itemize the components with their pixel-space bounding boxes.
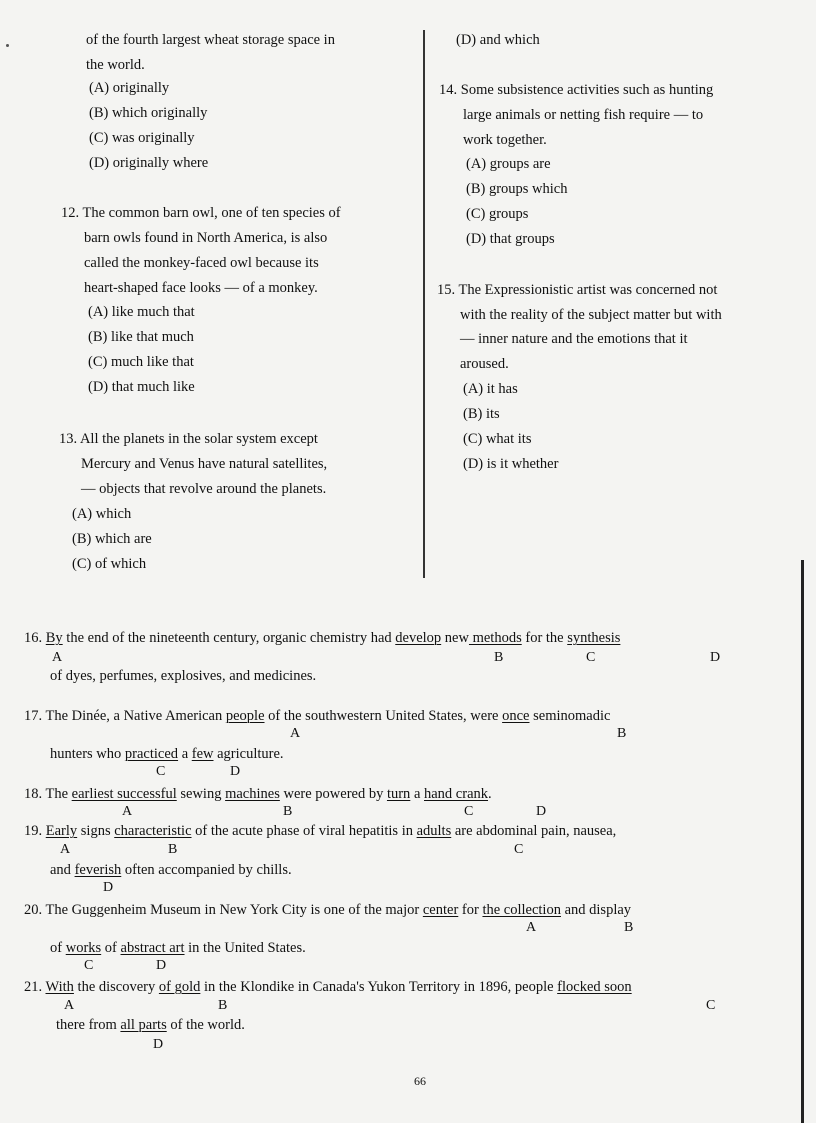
q19-text: signs [77,823,115,839]
q18-text: . [488,786,492,802]
column-divider [423,30,425,578]
q19-text: of the acute phase of viral hepatitis in [191,823,417,839]
q16-text: the end of the nineteenth century, organic chemistry had [62,630,396,646]
q18-label-a: A [122,804,133,819]
question-number: 21. [24,979,43,995]
q21-label-d: D [153,1037,164,1052]
q16-label-d: D [710,650,721,665]
q20-underline-d: abstract art [120,940,185,956]
q12-option-a: (A) like much that [88,304,195,320]
q15-option-d: (D) is it whether [463,456,559,472]
q18-underline-a: earliest successful [71,786,177,802]
q13-option-c: (C) of which [72,556,147,572]
q14-option-a: (A) groups are [466,156,551,172]
q21-text: in the Klondike in Canada's Yukon Territory in 1896, people [200,979,558,995]
q16-label-a: A [52,650,63,665]
q19-underline-d: feverish [74,862,122,878]
q21-label-b: B [218,998,228,1013]
q19-line-1 [24,822,616,840]
q18-text: were powered by [279,786,387,802]
q20-underline-b: the collection [482,902,561,918]
q21-underline-c: flocked soon [557,979,632,995]
q18-text: sewing [176,786,226,802]
q13-stem-line: — objects that revolve around the planets. [81,481,327,497]
q13-option-a: (A) which [72,506,132,522]
q11-option-b: (B) which originally [89,105,208,121]
q13-stem-line: 13. All the planets in the solar system except [59,431,318,447]
q19-text: are abdominal pain, nausea, [451,823,617,839]
q17-label-a: A [290,726,301,741]
q20-label-a: A [526,920,537,935]
q21-underline-b: of gold [158,979,201,995]
q12-option-b: (B) like that much [88,329,194,345]
q19-label-b: B [168,842,178,857]
q19-underline-b: characteristic [114,823,192,839]
q18-underline-d: hand crank [424,786,489,802]
q17-text: seminomadic [529,708,611,724]
q12-option-c: (C) much like that [88,354,194,370]
q17-underline-a: people [225,708,265,724]
q17-text: agriculture. [213,746,284,762]
page-number: 66 [414,1074,426,1088]
q14-option-d: (D) that groups [466,231,555,247]
q15-option-c: (C) what its [463,431,532,447]
q14-stem-line: large animals or netting fish require — to [463,107,704,123]
q18-text: The [42,786,72,802]
q21-line-2 [56,1016,245,1034]
q20-label-b: B [624,920,634,935]
q15-option-b: (B) its [463,406,500,422]
question-number: 16. [24,630,43,646]
q17-text: a [178,746,192,762]
q19-underline-a: Early [45,823,78,839]
q11-stem-line: of the fourth largest wheat storage space in [86,32,335,48]
q18-label-c: C [464,804,474,819]
q21-label-a: A [64,998,75,1013]
q19-label-a: A [60,842,71,857]
q15-stem-line: with the reality of the subject matter but with [460,307,722,323]
q13-option-b: (B) which are [72,531,152,547]
q20-label-c: C [84,958,94,973]
q16-label-c: C [586,650,596,665]
q14-option-b: (B) groups which [466,181,568,197]
q11-option-a: (A) originally [89,80,170,96]
q15-stem-line: aroused. [460,356,509,372]
q17-text: of the southwestern United States, were [264,708,503,724]
q17-underline-b: once [502,708,530,724]
q18-underline-c: turn [386,786,411,802]
q12-stem-line: barn owls found in North America, is also [84,230,328,246]
q18-label-d: D [536,804,547,819]
q20-line-2 [50,939,306,957]
q18-underline-b: machines [225,786,280,802]
question-number: 17. [24,708,43,724]
q17-underline-c: practiced [124,746,179,762]
q16-line-2: of dyes, perfumes, explosives, and medicines. [50,668,317,684]
q13-stem-line: Mercury and Venus have natural satellites, [81,456,328,472]
q17-label-c: C [156,764,166,779]
q16-underline-a: By [45,630,63,646]
question-number: 20. [24,902,43,918]
q11-option-c: (C) was originally [89,130,195,146]
q20-underline-c: works [65,940,102,956]
q20-text: The Guggenheim Museum in New York City is one of the major [42,902,423,918]
scan-speck [6,44,9,47]
question-number: 18. [24,786,43,802]
q17-text: hunters who [50,746,125,762]
q14-option-c: (C) groups [466,206,529,222]
q20-text: and display [560,902,632,918]
q15-option-a: (A) it has [463,381,518,397]
q17-label-b: B [617,726,627,741]
q20-text: of [101,940,121,956]
q17-line-2 [50,745,284,763]
page-edge-shadow [801,560,804,1123]
q12-stem-line: heart-shaped face looks — of a monkey. [84,280,318,296]
q11-stem-line: the world. [86,57,145,73]
q18-label-b: B [283,804,293,819]
q21-label-c: C [706,998,716,1013]
q17-underline-d: few [191,746,214,762]
q21-text: the discovery [73,979,159,995]
q19-text: often accompanied by chills. [121,862,292,878]
q17-label-d: D [230,764,241,779]
q12-stem-line: called the monkey-faced owl because its [84,255,319,271]
q14-stem-line: 14. Some subsistence activities such as hunting [439,82,714,98]
q21-line-1 [24,978,632,996]
q16-line-1 [24,629,620,647]
q19-line-2 [50,861,292,879]
q16-underline-d: synthesis [567,630,621,646]
q19-label-d: D [103,880,114,895]
q21-underline-d: all parts [120,1017,167,1033]
q19-label-c: C [514,842,524,857]
q16-text: for the [521,630,568,646]
q18-line-1 [24,785,492,803]
q12-option-d: (D) that much like [88,379,195,395]
q21-text: there from [56,1017,121,1033]
q14-stem-line: work together. [463,132,547,148]
q12-stem-line: 12. The common barn owl, one of ten species of [61,205,341,221]
q20-text: for [458,902,483,918]
q19-text: and [50,862,75,878]
q20-underline-a: center [422,902,459,918]
question-number: 19. [24,823,43,839]
q20-label-d: D [156,958,167,973]
q16-underline-b: develop [395,630,442,646]
q15-stem-line: 15. The Expressionistic artist was concerned not [437,282,718,298]
q20-text: in the United States. [184,940,306,956]
q13-option-d: (D) and which [456,32,540,48]
q20-line-1 [24,901,631,919]
q17-text: The Dinée, a Native American [42,708,226,724]
q18-text: a [410,786,424,802]
q17-line-1 [24,707,610,725]
q21-text: of the world. [166,1017,245,1033]
q16-text: new [441,630,469,646]
q21-underline-a: With [45,979,74,995]
q20-text: of [50,940,66,956]
q16-label-b: B [494,650,504,665]
q19-underline-c: adults [416,823,452,839]
q11-option-d: (D) originally where [89,155,209,171]
q15-stem-line: — inner nature and the emotions that it [460,331,688,347]
q16-underline-c: methods [468,630,522,646]
